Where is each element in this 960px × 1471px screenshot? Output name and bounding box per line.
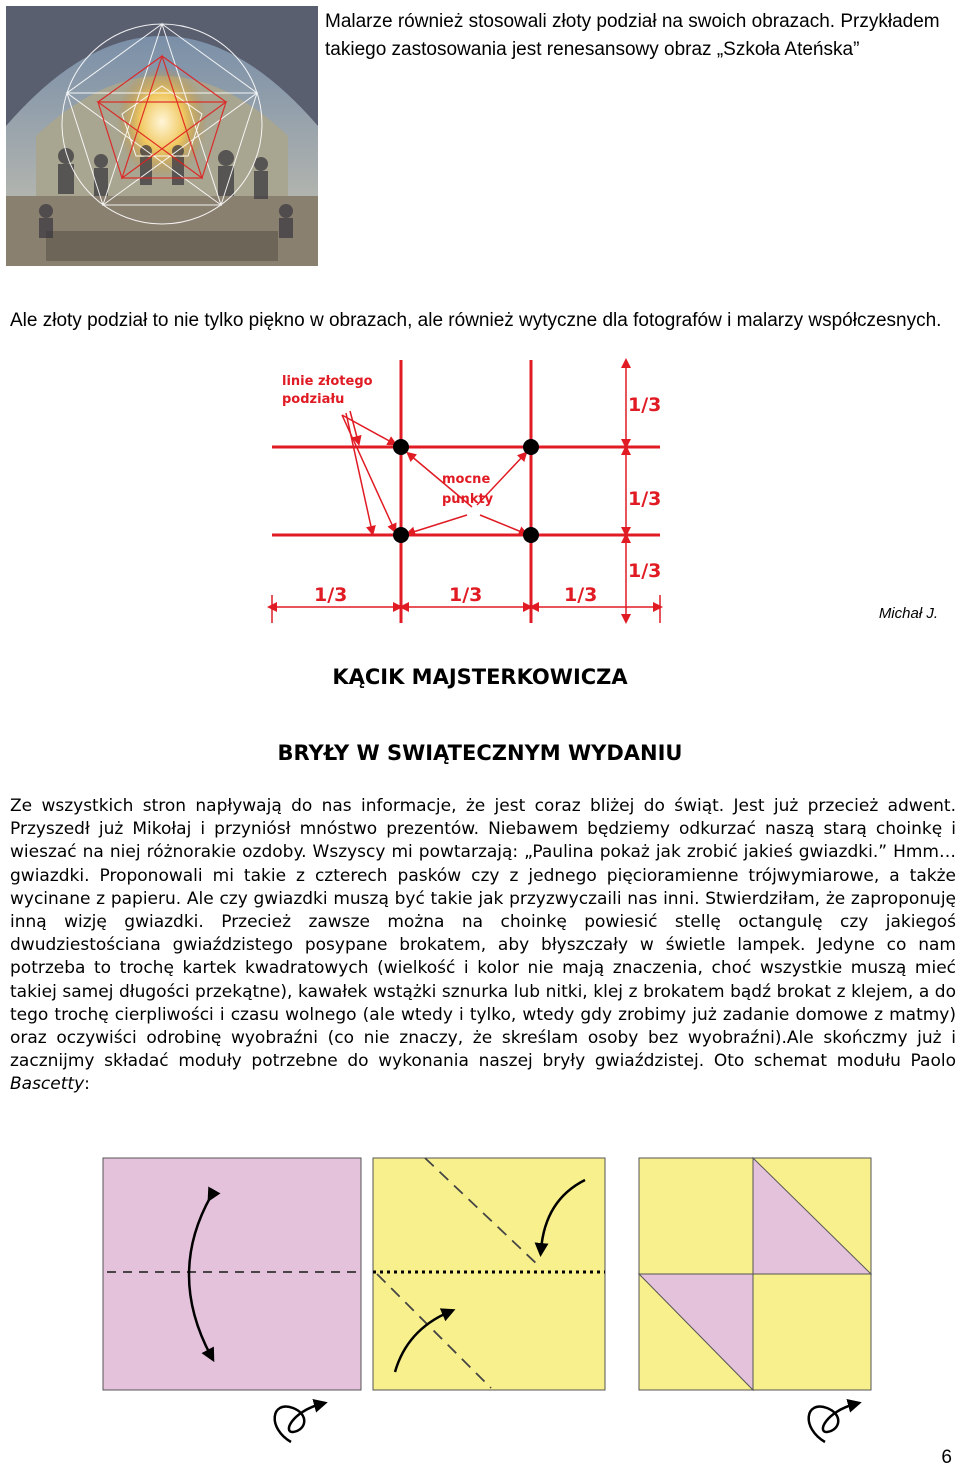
third-label-right-2: 1/3 (628, 488, 662, 510)
article-body (10, 795, 956, 1097)
third-label-right-1: 1/3 (628, 394, 662, 416)
third-label-bottom-1: 1/3 (314, 584, 348, 606)
article-title: BRYŁY W SWIĄTECZNYM WYDANIU (277, 741, 683, 765)
third-label-bottom-3: 1/3 (564, 584, 598, 606)
school-of-athens-image (6, 6, 318, 266)
origami-step-3 (639, 1158, 871, 1390)
strong-points (393, 439, 539, 543)
strong-point (523, 527, 539, 543)
label-golden-lines-2: podziału (282, 392, 345, 407)
author-signature: Michał J. (878, 605, 938, 622)
strong-point (393, 439, 409, 455)
turn-over-icon (275, 1404, 321, 1442)
origami-steps-diagram (95, 1150, 885, 1450)
label-strong-points-2: punkty (442, 492, 494, 507)
intro-line-1: Malarze również stosowali złoty podział na swoich obrazach. Przykładem (325, 11, 940, 32)
page-number: 6 (941, 1447, 952, 1468)
third-label-bottom-2: 1/3 (449, 584, 483, 606)
label-strong-points-1: mocne (442, 472, 491, 487)
paragraph-photographers: Ale złoty podział to nie tylko piękno w obrazach, ale również wytyczne dla fotografów i malarzy współczesnych. (10, 310, 942, 331)
intro-text (325, 8, 945, 64)
origami-step-1 (103, 1158, 361, 1390)
third-label-right-3: 1/3 (628, 560, 662, 582)
article-text-end: : (84, 1074, 90, 1095)
article-text: Ze wszystkich stron napływają do nas informacje, że jest coraz bliżej do świąt. Jest już przecież adwent. Przyszedł już Mikołaj i przyniósł mnóstwo prezentów. Niebawem będziemy odkurzać naszą starą choinkę i wieszać na niej różnorakie ozdoby. Wszyscy mi powtarzają: „Paulina pokaż jak zrobić jakieś gwiazdki.” Hmm… gwiazdki. Proponowali mi takie z czterech pasków czy z jednego pięcioramienne trójwymiarowe, a także wycinane z papieru. Ale czy gwiazdki muszą być takie jak przyzwyczaili nas inni. Stwierdziłam, że zaproponuję inną wizję gwiazdki. Przecież zawsze można na choinkę powiesić stellę octangulę czy jakiegoś dwudziestościana gwiaździstego posypane brokatem, aby błyszczały w świetle lampek. Jedyne co nam potrzeba to trochę kartek kwadratowych (wielkość i kolor nie mają znaczenia, choć wszystkie muszą mieć takiej samej długości przekątne), kawałek wstążki sznurka lub nitki, klej z brokatem bądź brokat z klejem, a do tego trochę cierpliwości i czasu wolnego (ale wtedy i tylko, wtedy gdy zrobimy już zadanie domowe z matmy) oraz oczywiści odrobinę wyobraźni (co nie znaczy, że skreślam osoby bez wyobraźni).Ale skończmy już i zacznijmy składać moduły potrzebne do wykonania naszej bryły gwiaździstej. Oto schemat modułu Paolo (10, 796, 956, 1072)
origami-step-2 (373, 1158, 605, 1390)
strong-point (523, 439, 539, 455)
turn-over-icon (809, 1404, 855, 1442)
rule-of-thirds-diagram (262, 355, 672, 630)
strong-point (393, 527, 409, 543)
label-golden-lines-1: linie złotego (282, 374, 373, 389)
section-title: KĄCIK MAJSTERKOWICZA (332, 665, 628, 689)
intro-line-2: takiego zastosowania jest renesansowy obraz „Szkoła Ateńska” (325, 39, 860, 60)
article-author-name: Bascetty (10, 1074, 85, 1095)
